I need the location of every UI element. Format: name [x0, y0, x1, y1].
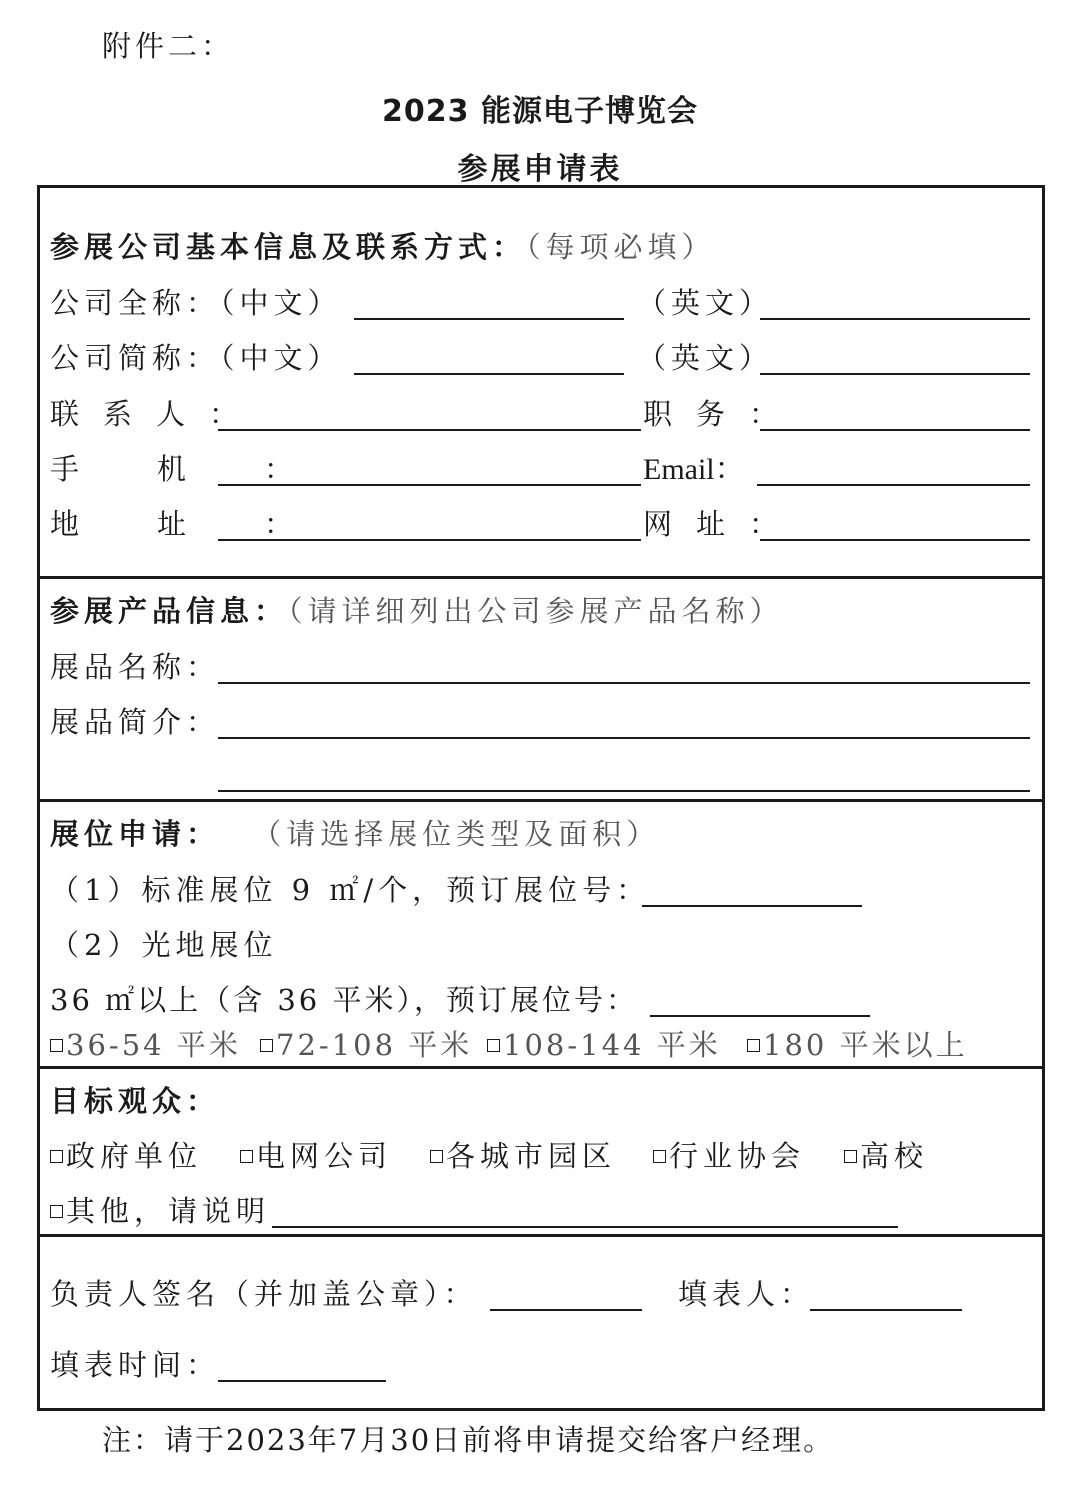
product-heading-note: （请详细列出公司参展产品名称）	[288, 594, 784, 628]
checkbox-icon	[260, 1039, 273, 1052]
product-section	[50, 594, 784, 628]
area-option-4[interactable]: 180 平米以上	[747, 1031, 968, 1060]
section-divider	[37, 576, 1045, 579]
position-field[interactable]	[760, 429, 1030, 431]
product-intro-field[interactable]	[218, 737, 1030, 739]
filler-label: 填表人：	[678, 1277, 815, 1311]
website-field[interactable]	[760, 539, 1030, 541]
area-option-3[interactable]: 108-144 平米	[487, 1031, 721, 1060]
full-name-cn-label: 公司全称：（中文）	[50, 286, 342, 320]
checkbox-icon	[240, 1150, 253, 1163]
raw-space-number-field[interactable]	[650, 1015, 870, 1017]
website-label: 网址：	[643, 507, 803, 541]
short-name-cn-field[interactable]	[354, 373, 624, 375]
footer-note: 注：请于2023年7月30日前将申请提交给客户经理。	[102, 1423, 835, 1457]
checkbox-icon	[430, 1150, 443, 1163]
audience-option-universities[interactable]: 高校	[844, 1142, 928, 1171]
short-name-cn-label: 公司简称：（中文）	[50, 341, 342, 375]
area-option-1[interactable]: 36-54 平米	[50, 1031, 241, 1060]
checkbox-icon	[844, 1150, 857, 1163]
standard-booth-label: （1）标准展位 9 ㎡/个，预订展位号：	[50, 873, 651, 907]
checkbox-icon	[50, 1039, 63, 1052]
email-field[interactable]	[757, 484, 1030, 486]
booth-heading-note: （请选择展位类型及面积）	[252, 817, 661, 851]
raw-space-label: （2）光地展位	[50, 928, 278, 962]
mobile-field[interactable]	[218, 484, 641, 486]
full-name-en-field[interactable]	[760, 318, 1030, 320]
audience-option-associations[interactable]: 行业协会	[653, 1142, 805, 1171]
area-option-2[interactable]: 72-108 平米	[260, 1031, 472, 1060]
short-name-en-field[interactable]	[760, 373, 1030, 375]
section-divider	[37, 1234, 1045, 1237]
form-subtitle: 参展申请表	[457, 152, 623, 187]
form-title: 2023 能源电子博览会	[382, 94, 698, 129]
section-divider	[37, 799, 1045, 802]
product-heading: 参展产品信息：	[50, 594, 289, 628]
raw-space-detail-label: 36 ㎡以上（含 36 平米），预订展位号：	[50, 983, 638, 1017]
address-field[interactable]	[218, 539, 641, 541]
audience-option-grid-company[interactable]: 电网公司	[240, 1142, 392, 1171]
date-label: 填表时间：	[50, 1348, 221, 1382]
contact-label: 联系人：	[50, 397, 263, 431]
short-name-en-label: （英文）	[637, 341, 774, 375]
audience-option-other[interactable]: 其他，请说明	[50, 1197, 270, 1226]
company-heading-note: （每项必填）	[526, 230, 716, 264]
standard-booth-number-field[interactable]	[642, 905, 862, 907]
filler-field[interactable]	[810, 1309, 962, 1311]
audience-option-government[interactable]: 政府单位	[50, 1142, 202, 1171]
signer-field[interactable]	[490, 1309, 642, 1311]
company-section	[50, 230, 716, 264]
checkbox-icon	[50, 1205, 63, 1218]
booth-section	[50, 817, 661, 851]
full-name-en-label: （英文）	[637, 286, 774, 320]
product-name-field[interactable]	[218, 682, 1030, 684]
checkbox-icon	[50, 1150, 63, 1163]
date-field[interactable]	[218, 1380, 386, 1382]
attachment-label: 附件二：	[102, 29, 235, 63]
mobile-label: 手机：	[50, 452, 372, 486]
product-intro-label: 展品简介：	[50, 705, 221, 739]
company-heading: 参展公司基本信息及联系方式：	[50, 230, 527, 264]
address-label: 地址：	[50, 507, 372, 541]
audience-heading: 目标观众：	[50, 1084, 221, 1118]
checkbox-icon	[747, 1039, 760, 1052]
checkbox-icon	[653, 1150, 666, 1163]
section-divider	[37, 1066, 1045, 1069]
email-label: Email：	[643, 453, 745, 486]
product-intro-field-line2[interactable]	[218, 790, 1030, 792]
product-name-label: 展品名称：	[50, 650, 221, 684]
booth-heading: 展位申请：	[50, 817, 221, 851]
audience-option-city-parks[interactable]: 各城市园区	[430, 1142, 616, 1171]
full-name-cn-field[interactable]	[354, 318, 624, 320]
checkbox-icon	[487, 1039, 500, 1052]
position-label: 职务：	[643, 397, 803, 431]
signer-label: 负责人签名（并加盖公章）：	[50, 1277, 478, 1311]
audience-other-field[interactable]	[272, 1226, 898, 1228]
contact-field[interactable]	[218, 429, 641, 431]
